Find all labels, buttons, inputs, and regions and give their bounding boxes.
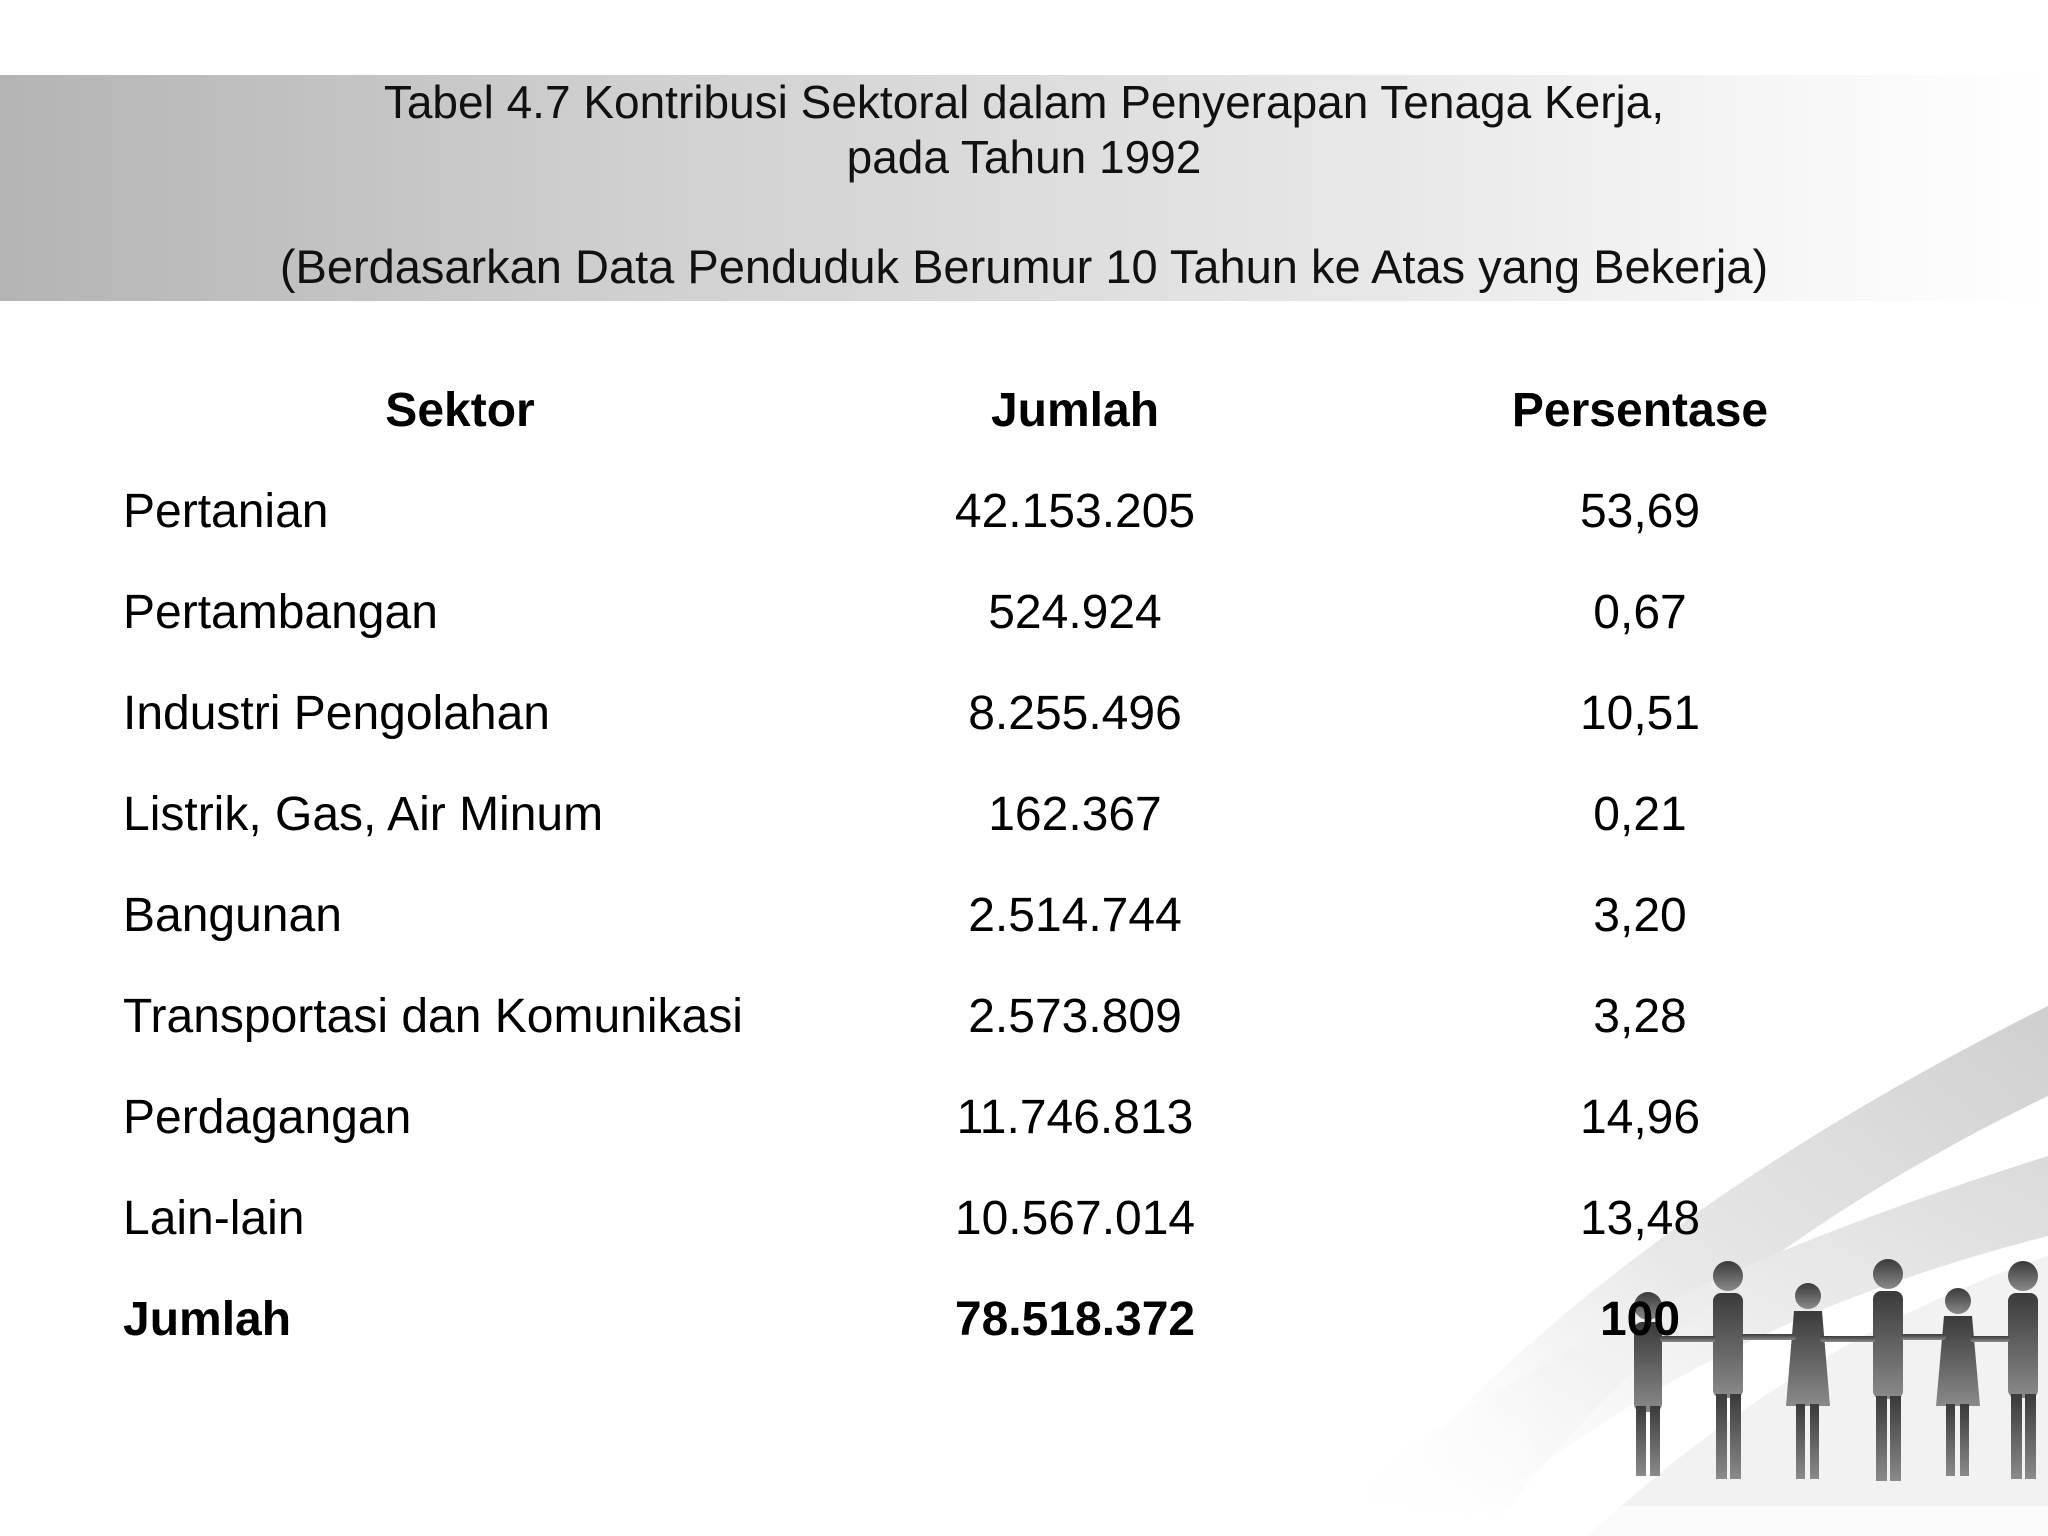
cell-persentase: 0,67	[1593, 586, 1687, 639]
cell-jumlah: 11.746.813	[956, 1091, 1194, 1144]
table-title-line-2: pada Tahun 1992	[846, 131, 1202, 183]
cell-jumlah: 524.924	[988, 586, 1162, 639]
cell-sektor: Pertanian	[123, 485, 329, 538]
cell-sektor: Lain-lain	[123, 1192, 305, 1245]
cell-persentase: 0,21	[1593, 788, 1687, 841]
total-jumlah: 78.518.372	[954, 1293, 1196, 1346]
cell-persentase: 53,69	[1579, 485, 1701, 538]
table-total-row	[0, 1269, 2048, 1371]
cell-persentase: 3,20	[1593, 889, 1687, 942]
cell-persentase: 13,48	[1579, 1192, 1701, 1245]
cell-sektor: Industri Pengolahan	[123, 687, 550, 740]
cell-sektor: Perdagangan	[123, 1091, 412, 1144]
table-row	[0, 1067, 2048, 1169]
table-row	[0, 562, 2048, 664]
table-row	[0, 461, 2048, 563]
table-row	[0, 663, 2048, 765]
table-subtitle: (Berdasarkan Data Penduduk Berumur 10 Tahun ke Atas yang Bekerja)	[279, 240, 1769, 293]
table-row	[0, 966, 2048, 1068]
table-row	[0, 764, 2048, 866]
cell-jumlah: 10.567.014	[954, 1192, 1196, 1245]
cell-jumlah: 8.255.496	[968, 687, 1182, 740]
cell-jumlah: 162.367	[988, 788, 1162, 841]
cell-jumlah: 2.573.809	[968, 990, 1182, 1043]
cell-sektor: Bangunan	[123, 889, 342, 942]
cell-sektor: Listrik, Gas, Air Minum	[123, 788, 604, 841]
cell-jumlah: 42.153.205	[954, 485, 1196, 538]
header-persentase: Persentase	[1511, 384, 1769, 437]
header-jumlah: Jumlah	[990, 384, 1160, 437]
table-row	[0, 1168, 2048, 1270]
table-header-row	[0, 360, 2048, 462]
table-title-line-1: Tabel 4.7 Kontribusi Sektoral dalam Penyerapan Tenaga Kerja,	[383, 76, 1665, 128]
cell-sektor: Transportasi dan Komunikasi	[123, 990, 743, 1043]
cell-persentase: 3,28	[1593, 990, 1687, 1043]
cell-persentase: 14,96	[1579, 1091, 1701, 1144]
cell-jumlah: 2.514.744	[968, 889, 1182, 942]
header-sektor: Sektor	[385, 384, 535, 437]
cell-persentase: 10,51	[1579, 687, 1701, 740]
total-sektor: Jumlah	[123, 1293, 292, 1346]
total-persentase: 100	[1599, 1293, 1681, 1346]
cell-sektor: Pertambangan	[123, 586, 438, 639]
table-row	[0, 865, 2048, 967]
